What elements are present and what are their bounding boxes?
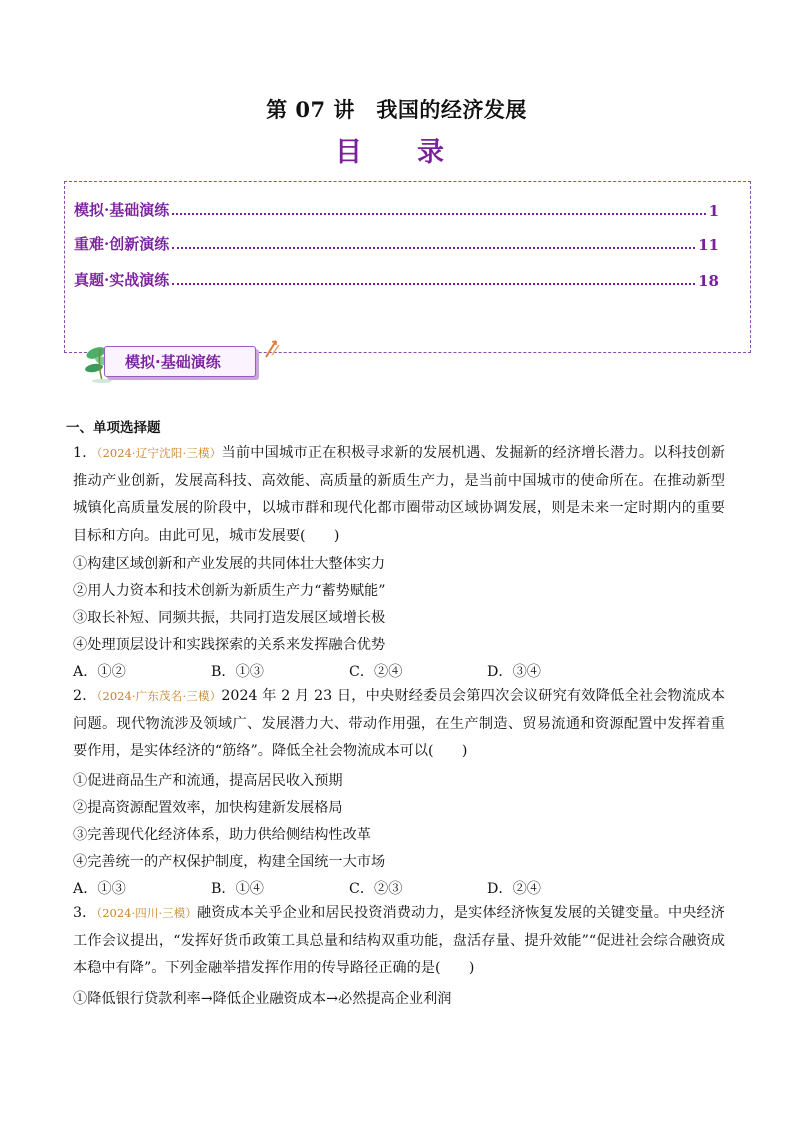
banner-frame (104, 346, 256, 377)
toc-entry[interactable] (74, 198, 719, 220)
option-a[interactable]: A．①③ (73, 881, 126, 897)
option-c[interactable]: C．②④ (349, 664, 403, 680)
option-b[interactable]: B．①④ (211, 881, 264, 897)
section-heading: 一、单项选择题 (66, 420, 161, 436)
toc-entry-label: 真题·实战演练 (74, 271, 170, 289)
choice-item: ④处理顶层设计和实践探索的关系来发挥融合优势 (73, 637, 386, 653)
choice-item: ②用人力资本和技术创新为新质生产力“蓄势赋能” (73, 583, 386, 599)
sparkle-icon (262, 337, 282, 359)
choice-item: ③完善现代化经济体系，助力供给侧结构性改革 (73, 827, 371, 843)
toc-entry[interactable] (74, 232, 719, 254)
choice-item: ①降低银行贷款利率→降低企业融资成本→必然提高企业利润 (73, 991, 452, 1007)
toc-entry-page: 1 (708, 202, 719, 220)
choice-item: ①构建区域创新和产业发展的共同体壮大整体实力 (73, 556, 386, 572)
banner-label: 模拟·基础演练 (125, 353, 221, 371)
option-a[interactable]: A．①② (73, 664, 126, 680)
question-stem (73, 683, 725, 766)
question-number: 2． (73, 688, 97, 704)
table-of-contents (64, 181, 751, 353)
option-d[interactable]: D．②④ (487, 881, 541, 897)
toc-entry[interactable] (74, 268, 719, 290)
page-title: 第 07 讲 我国的经济发展 (266, 97, 527, 122)
toc-entry-page: 11 (698, 236, 719, 254)
option-d[interactable]: D．③④ (487, 664, 541, 680)
question-text: 融资成本关乎企业和居民投资消费动力，是实体经济恢复发展的关键变量。中央经济工作会议提出，“发挥好货币政策工具总量和结构双重功能，盘活存量、提升效能”“促进社会综合融资成本稳中有降”。下列金融举措发挥作用的传导路径正确的是( ) (73, 905, 725, 976)
option-b[interactable]: B．①③ (211, 664, 264, 680)
answer-options (73, 661, 633, 681)
toc-leader-dots (172, 247, 695, 249)
toc-entry-label: 重难·创新演练 (74, 235, 170, 253)
toc-leader-dots (172, 283, 695, 285)
question-stem (73, 440, 725, 550)
question-text: 当前中国城市正在积极寻求新的发展机遇、发掘新的经济增长潜力。以科技创新推动产业创新，发展高科技、高效能、高质量的新质生产力，是当前中国城市的使命所在。在推动新型城镇化高质量发展的阶段中，以城市群和现代化都市圈带动区域协调发展，则是未来一定时期内的重要目标和方向。由此可见，城市发展要( ) (73, 445, 725, 544)
choice-item: ①促进商品生产和流通，提高居民收入预期 (73, 773, 343, 789)
answer-options (73, 878, 633, 898)
toc-heading: 目 录 (335, 137, 458, 168)
toc-entry-label: 模拟·基础演练 (74, 201, 170, 219)
choice-item: ④完善统一的产权保护制度，构建全国统一大市场 (73, 854, 386, 870)
choice-item: ③取长补短、同频共振，共同打造发展区域增长极 (73, 610, 386, 626)
question-number: 3． (73, 905, 97, 921)
question-source-tag: （2024·四川·三模） (96, 906, 197, 920)
question-stem (73, 900, 725, 983)
option-c[interactable]: C．②③ (349, 881, 403, 897)
choice-item: ②提高资源配置效率，加快构建新发展格局 (73, 800, 343, 816)
question-text: 2024 年 2 月 23 日，中央财经委员会第四次会议研究有效降低全社会物流成本问题。现代物流涉及领域广、发展潜力大、带动作用强，在生产制造、贸易流通和资源配置中发挥着重要作用，是实体经济的“筋络”。降低全社会物流成本可以( ) (73, 688, 725, 759)
toc-entry-page: 18 (698, 272, 719, 290)
question-source-tag: （2024·广东茂名·三模） (96, 689, 222, 703)
question-source-tag: （2024·辽宁沈阳·三模） (96, 446, 222, 460)
section-banner (82, 337, 282, 387)
question-number: 1． (73, 445, 97, 461)
toc-leader-dots (172, 213, 705, 215)
